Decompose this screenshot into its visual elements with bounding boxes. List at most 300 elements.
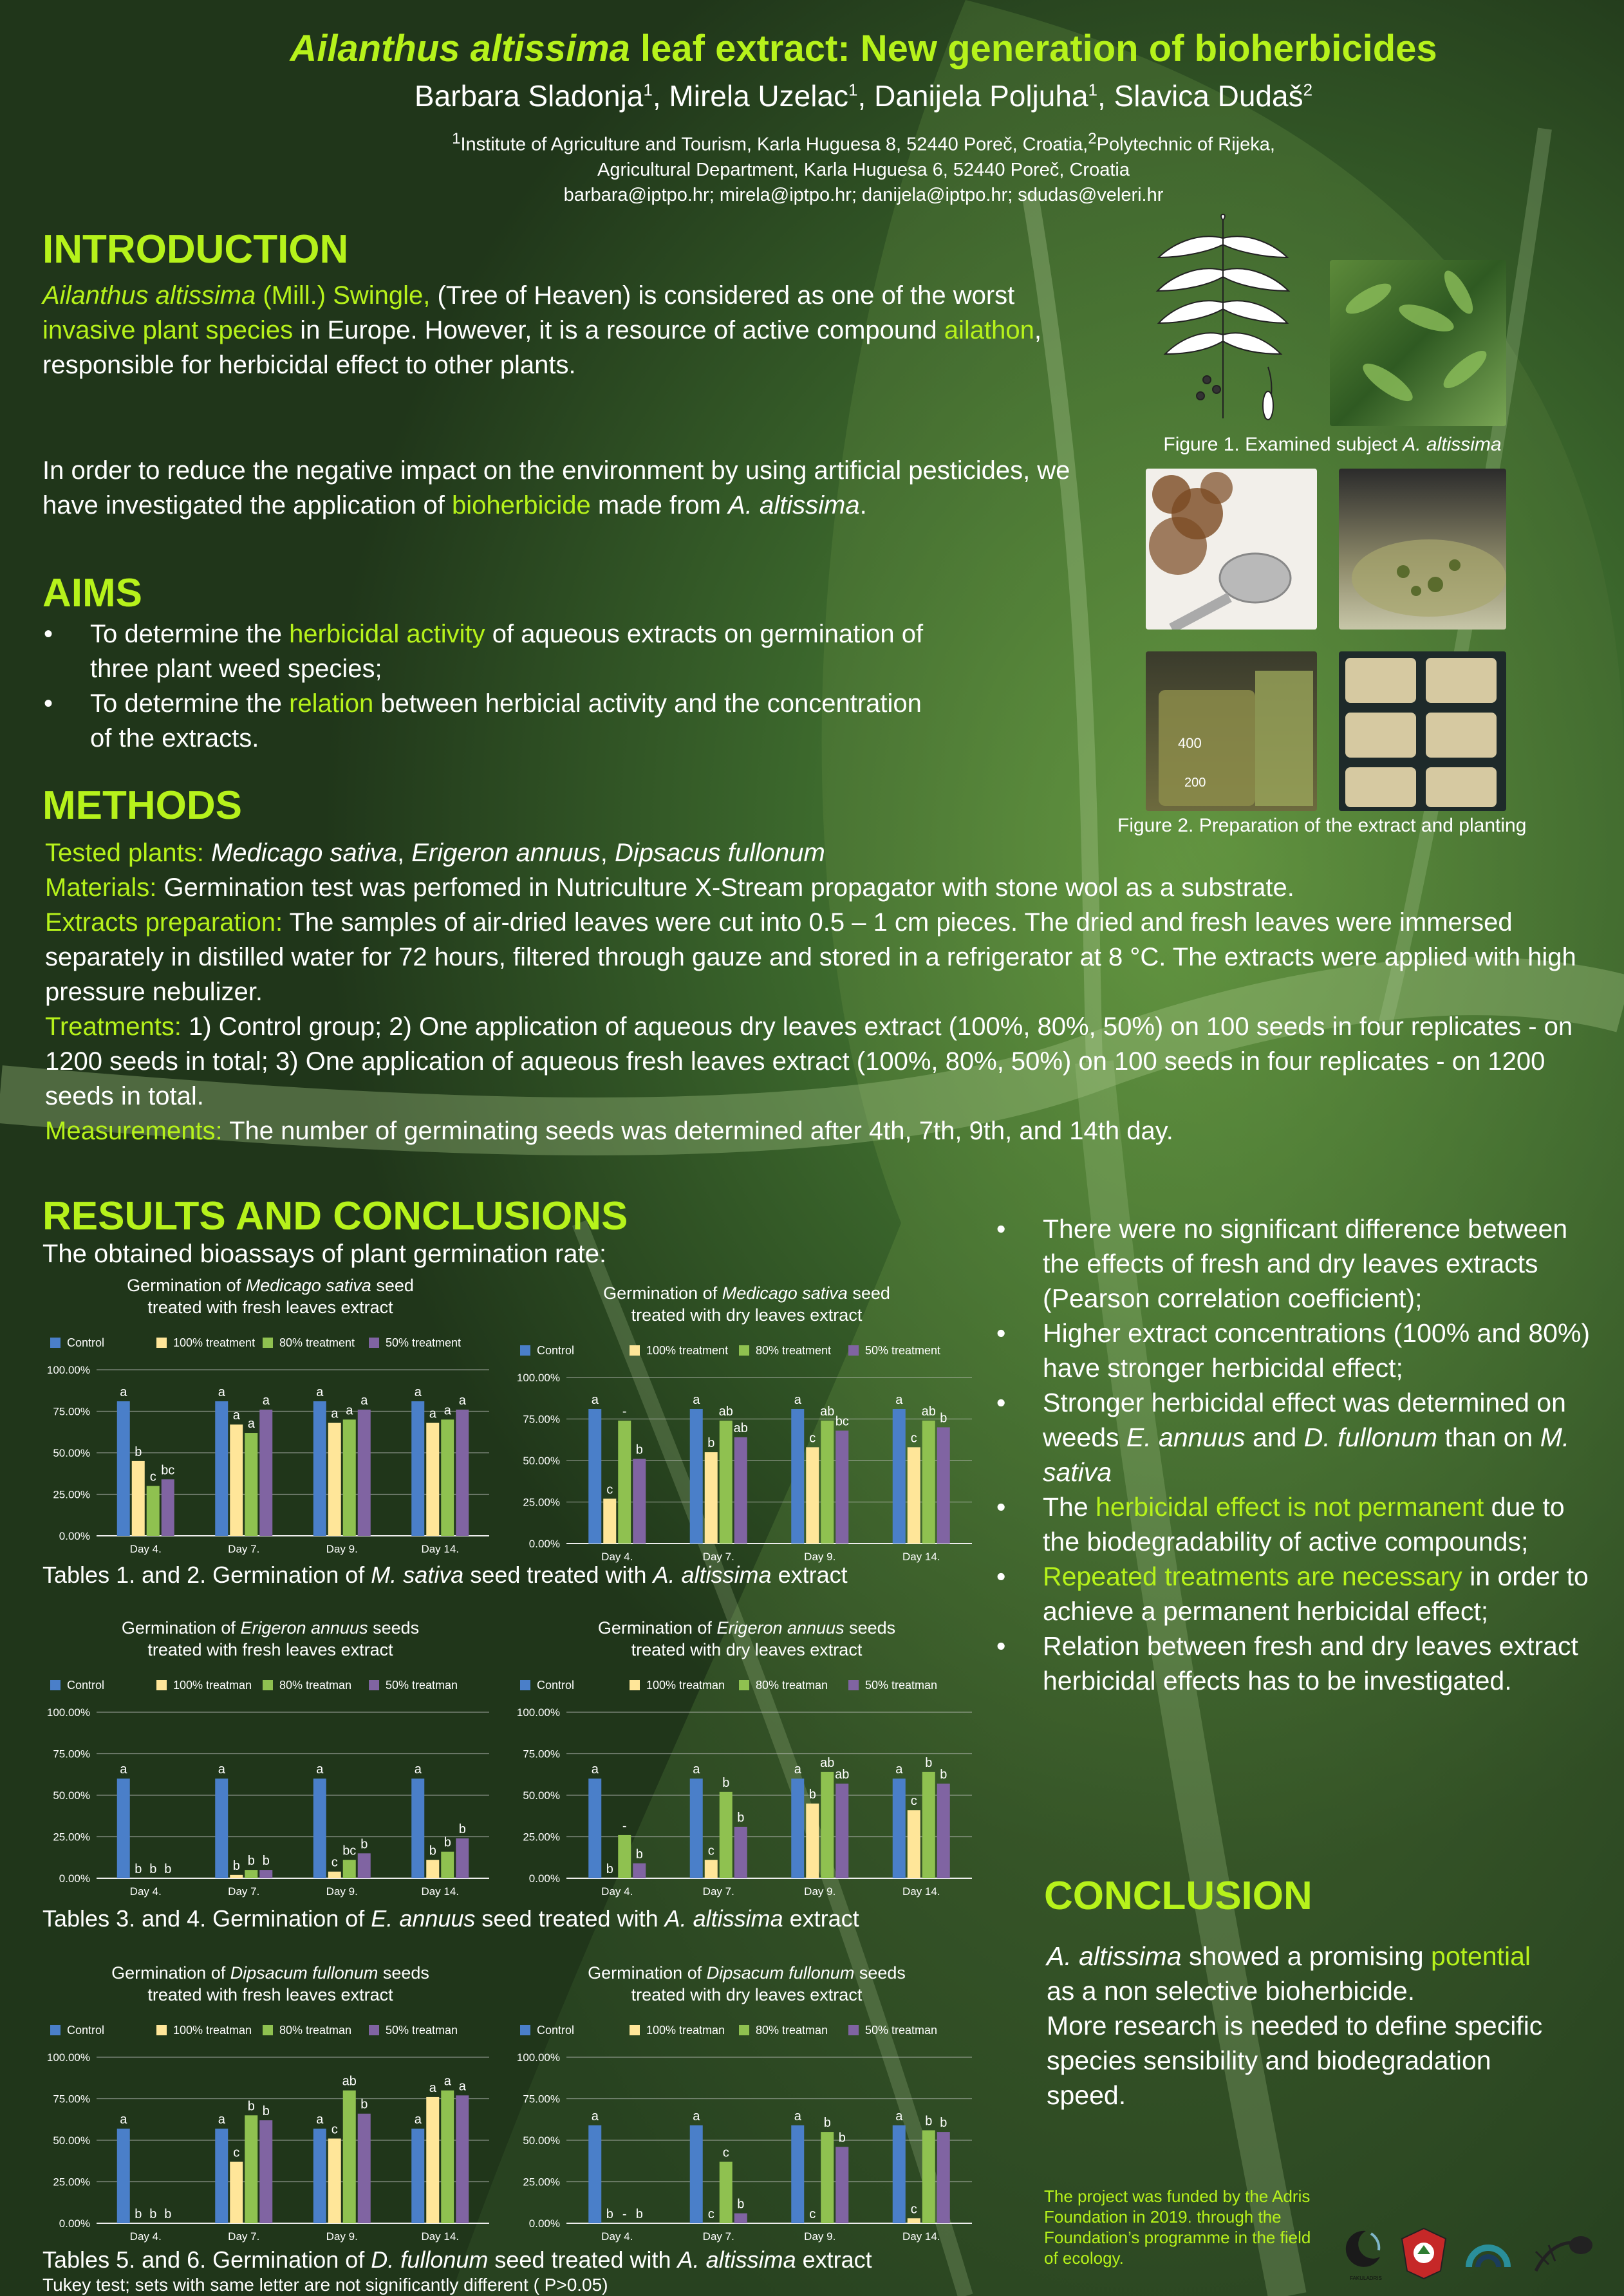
bar xyxy=(806,1804,819,1878)
legend-label: 50% treatment xyxy=(386,1336,462,1349)
aims-list xyxy=(42,617,944,756)
author: Slavica Dudaš xyxy=(1114,79,1303,113)
y-tick-label: 25.00% xyxy=(53,2176,90,2189)
tukey-note: Tukey test; sets with same letter are not significantly different ( P>0.05) xyxy=(42,2275,608,2295)
bar xyxy=(720,1421,733,1544)
y-tick-label: 25.00% xyxy=(523,2176,560,2189)
y-tick-label: 25.00% xyxy=(523,1496,560,1509)
y-tick-label: 100.00% xyxy=(516,1372,560,1384)
bar xyxy=(313,1778,326,1878)
significance-letter: b xyxy=(722,1775,730,1790)
bar xyxy=(426,2097,439,2223)
significance-letter: a xyxy=(120,2112,127,2127)
significance-letter: b xyxy=(443,1835,451,1850)
bar xyxy=(821,1772,834,1878)
legend-label: Control xyxy=(537,2024,575,2037)
significance-letter: a xyxy=(895,2109,903,2123)
y-tick-label: 50.00% xyxy=(53,2134,90,2147)
bar xyxy=(328,1872,341,1878)
y-tick-label: 100.00% xyxy=(516,2051,560,2064)
bar xyxy=(132,1461,145,1536)
y-tick-label: 50.00% xyxy=(523,2134,560,2147)
author: Barbara Sladonja xyxy=(414,79,644,113)
chart-dipsacum-fresh xyxy=(39,1961,502,2244)
significance-letter: b xyxy=(149,1862,157,1876)
chart-title: Germination of Medicago sativa seed xyxy=(127,1276,414,1295)
legend-swatch xyxy=(263,1680,273,1690)
results-heading: RESULTS AND CONCLUSIONS xyxy=(42,1194,628,1238)
legend-swatch xyxy=(520,1345,530,1356)
legend-label: 80% treatman xyxy=(756,2024,828,2037)
x-tick-label: Day 9. xyxy=(804,1885,836,1898)
y-tick-label: 50.00% xyxy=(53,1447,90,1459)
bar xyxy=(633,1459,646,1544)
significance-letter: a xyxy=(458,1393,466,1408)
x-tick-label: Day 7. xyxy=(228,2230,260,2243)
author: Danijela Poljuha xyxy=(874,79,1088,113)
significance-letter: c xyxy=(331,2122,338,2137)
bar xyxy=(922,2131,935,2223)
significance-letter: c xyxy=(233,2145,240,2160)
bar xyxy=(343,1860,356,1878)
significance-letter: c xyxy=(606,1482,613,1497)
bar xyxy=(791,2125,804,2223)
chart-subtitle: treated with fresh leaves extract xyxy=(147,1640,393,1659)
significance-letter: ab xyxy=(820,1405,835,1419)
bar xyxy=(705,1860,718,1878)
x-tick-label: Day 4. xyxy=(129,1885,162,1898)
list-item: • Relation between fresh and dry leaves extract herbicidal effects has to be investigated. xyxy=(995,1629,1594,1698)
extract-bowl-photo xyxy=(1339,469,1506,630)
x-tick-label: Day 7. xyxy=(702,2230,734,2243)
bar xyxy=(588,2125,601,2223)
bar xyxy=(245,2115,257,2223)
chart-dipsacum-dry xyxy=(509,1961,985,2244)
legend-swatch xyxy=(848,1345,859,1356)
significance-letter: c xyxy=(809,1431,816,1446)
legend-swatch xyxy=(630,1345,640,1356)
bar xyxy=(215,1778,228,1878)
significance-letter: a xyxy=(414,1762,422,1777)
bar xyxy=(734,1827,747,1878)
legend-swatch xyxy=(739,1345,749,1356)
significance-letter: a xyxy=(316,2112,324,2127)
y-tick-label: 0.00% xyxy=(528,1538,560,1550)
leaf-illustration xyxy=(1146,212,1300,425)
x-tick-label: Day 7. xyxy=(228,1885,260,1898)
significance-letter: a xyxy=(591,1762,599,1777)
significance-letter: ab xyxy=(820,1755,835,1770)
significance-letter: b xyxy=(149,2207,157,2221)
significance-letter: c xyxy=(149,1470,156,1484)
legend-swatch xyxy=(369,2025,379,2035)
bar xyxy=(456,1410,469,1536)
significance-letter: a xyxy=(218,1762,225,1777)
y-tick-label: 100.00% xyxy=(46,1364,90,1376)
significance-letter: b xyxy=(925,1755,933,1770)
significance-letter: c xyxy=(707,1843,714,1858)
bar xyxy=(343,1419,356,1536)
significance-letter: - xyxy=(622,1818,627,1833)
chart-erigeron-fresh xyxy=(39,1616,502,1899)
chart-erigeron-dry xyxy=(509,1616,985,1899)
legend-label: Control xyxy=(537,1344,575,1357)
bar xyxy=(426,1423,439,1536)
y-tick-label: 75.00% xyxy=(53,2093,90,2105)
bar xyxy=(328,2138,341,2223)
chart-caption-1: Tables 1. and 2. Germination of M. sativa seed treated with A. altissima extract xyxy=(42,1562,848,1588)
legend-swatch xyxy=(263,1338,273,1348)
significance-letter: ab xyxy=(718,1405,733,1419)
bar xyxy=(358,1410,371,1536)
contact-emails: barbara@iptpo.hr; mirela@iptpo.hr; danijela@iptpo.hr; sdudas@veleri.hr xyxy=(563,184,1164,205)
bar xyxy=(690,1778,703,1878)
legend-label: 100% treatment xyxy=(173,1336,256,1349)
significance-letter: a xyxy=(316,1385,324,1400)
significance-letter: a xyxy=(232,1408,240,1423)
significance-letter: b xyxy=(940,1767,947,1782)
significance-letter: bc xyxy=(342,1843,357,1858)
bar xyxy=(230,2162,243,2223)
bar xyxy=(456,2095,469,2223)
legend-swatch xyxy=(630,2025,640,2035)
significance-letter: a xyxy=(458,2079,466,2094)
bar xyxy=(358,1853,371,1878)
bar xyxy=(893,1778,906,1878)
x-tick-label: Day 4. xyxy=(601,1885,633,1898)
bar xyxy=(259,1410,272,1536)
adris-foundation-logo xyxy=(1340,2225,1392,2282)
y-tick-label: 25.00% xyxy=(53,1831,90,1843)
bar xyxy=(328,1423,341,1536)
legend-swatch xyxy=(263,2025,273,2035)
legend-label: 50% treatman xyxy=(386,1679,458,1692)
y-tick-label: 50.00% xyxy=(53,1789,90,1802)
legend-swatch xyxy=(848,1680,859,1690)
significance-letter: a xyxy=(591,1393,599,1408)
intro-heading: INTRODUCTION xyxy=(42,227,349,272)
bar xyxy=(411,2129,424,2223)
significance-letter: b xyxy=(737,2197,745,2212)
legend-swatch xyxy=(520,2025,530,2035)
bar xyxy=(259,2120,272,2223)
significance-letter: a xyxy=(316,1762,324,1777)
significance-letter: b xyxy=(429,1843,436,1858)
significance-letter: a xyxy=(443,1403,451,1418)
bar xyxy=(791,1778,804,1878)
partner-logo xyxy=(1529,2226,1600,2281)
legend-swatch xyxy=(50,1338,61,1348)
bar xyxy=(603,1498,616,1544)
bar xyxy=(313,1401,326,1536)
results-subheading: The obtained bioassays of plant germination rate: xyxy=(42,1240,607,1268)
x-tick-label: Day 14. xyxy=(421,1543,460,1555)
legend-label: Control xyxy=(67,1336,105,1349)
legend-label: 80% treatment xyxy=(756,1344,832,1357)
significance-letter: c xyxy=(910,2202,917,2217)
svg-text:200: 200 xyxy=(1184,776,1206,790)
significance-letter: a xyxy=(218,2112,225,2127)
legend-swatch xyxy=(156,1338,167,1348)
ailanthus-foliage-photo xyxy=(1330,260,1506,426)
x-tick-label: Day 7. xyxy=(702,1885,734,1898)
legend-label: 50% treatman xyxy=(386,2024,458,2037)
significance-letter: b xyxy=(135,2207,142,2221)
bar xyxy=(937,1427,950,1544)
methods-text: Tested plants: Medicago sativa, Erigeron annuus, Dipsacus fullonum Materials: Germination test was perfomed in Nutriculture X-Stream propagator with stone wool as a substrate. Extracts preparation: The samples of air-dried leaves were cut into 0.5 – 1 cm pieces. The dried and fresh leaves were immersed separately in distilled water for 72 hours, filtered through gauze and stored in a refrigerator at 8 °C. The extracts were applied with high pressure nebulizer. Treatments: 1) Control group; 2) One application of aqueous dry leaves extract (100%, 80%, 50%) on 100 seeds in four replicates - on 1200 seeds in total; 3) One application of aqueous fresh leaves extract (100%, 80%, 50%) on 100 seeds in four replicates - on 1200 seeds in total. Measurements: The number of germinating seeds was determined after 4th, 7th, 9th, and 14th day. xyxy=(45,839,1576,1145)
affiliations: $^1$Institute of Agriculture and Tourism, Karla Huguesa 8, 52440 Poreč, Croatia,$^2$Polytechnic of Rijeka, Agricultural Department, Karla Huguesa 6, 52440 Poreč, Croatia barbara@iptpo.hr; mirela@iptpo.hr; danijela@iptpo.hr; sdudas@veleri.hr xyxy=(0,126,1624,208)
x-tick-label: Day 4. xyxy=(129,2230,162,2243)
y-tick-label: 100.00% xyxy=(46,1706,90,1719)
chart-subtitle: treated with fresh leaves extract xyxy=(147,1985,393,2004)
bar xyxy=(618,1421,631,1544)
significance-letter: b xyxy=(940,2116,947,2131)
bar xyxy=(426,1860,439,1878)
svg-text:FAKULADRIS: FAKULADRIS xyxy=(1350,2275,1382,2281)
significance-letter: a xyxy=(120,1762,127,1777)
significance-letter: b xyxy=(164,1862,172,1876)
conclusion-heading: CONCLUSION xyxy=(1044,1874,1312,1918)
figure-2-caption: Figure 2. Preparation of the extract and planting xyxy=(1117,815,1527,836)
significance-letter: b xyxy=(838,2131,846,2145)
x-tick-label: Day 4. xyxy=(601,1551,633,1563)
significance-letter: b xyxy=(247,1854,255,1869)
institute-logo xyxy=(1398,2226,1450,2281)
bar xyxy=(821,2132,834,2223)
bar xyxy=(456,1838,469,1878)
legend-swatch xyxy=(630,1680,640,1690)
significance-letter: bc xyxy=(161,1463,175,1478)
bar xyxy=(117,1401,130,1536)
significance-letter: b xyxy=(232,1858,240,1873)
y-tick-label: 25.00% xyxy=(523,1831,560,1843)
germination-trays-photo xyxy=(1339,651,1506,811)
chart-title: Germination of Medicago sativa seed xyxy=(603,1283,890,1303)
bar xyxy=(690,1409,703,1544)
bar xyxy=(937,1784,950,1878)
bar xyxy=(720,2162,733,2223)
significance-letter: a xyxy=(591,2109,599,2123)
x-tick-label: Day 9. xyxy=(326,1885,358,1898)
dried-leaves-spoon-photo xyxy=(1146,469,1317,630)
x-tick-label: Day 14. xyxy=(902,2230,940,2243)
findings-list xyxy=(995,1211,1594,1698)
chart-title: Germination of Dipsacum fullonum seeds xyxy=(111,1963,429,1983)
significance-letter: b xyxy=(135,1444,142,1459)
bar xyxy=(215,1401,228,1536)
conclusion-text: A. altissima showed a promising potential as a non selective bioherbicide. More research is needed to define specific species sensibility and biodegradation speed. xyxy=(1047,1941,1543,2110)
legend-swatch xyxy=(369,1680,379,1690)
legend-label: Control xyxy=(67,1679,105,1692)
significance-letter: a xyxy=(414,2112,422,2127)
bar xyxy=(705,1452,718,1544)
significance-letter: b xyxy=(164,2207,172,2221)
bar xyxy=(893,1409,906,1544)
bar xyxy=(313,2129,326,2223)
significance-letter: ab xyxy=(733,1421,748,1435)
chart-title: Germination of Erigeron annuus seeds xyxy=(121,1618,420,1638)
bar xyxy=(588,1409,601,1544)
y-tick-label: 75.00% xyxy=(523,1413,560,1426)
chart-medicago-fresh xyxy=(39,1273,502,1569)
bar xyxy=(893,2125,906,2223)
significance-letter: b xyxy=(635,1442,643,1457)
significance-letter: a xyxy=(794,1393,801,1408)
significance-letter: a xyxy=(262,1393,270,1408)
significance-letter: b xyxy=(360,1837,368,1852)
x-tick-label: Day 14. xyxy=(902,1885,940,1898)
chart-subtitle: treated with fresh leaves extract xyxy=(147,1298,393,1317)
significance-letter: b xyxy=(247,2099,255,2114)
bar xyxy=(835,1784,848,1878)
y-tick-label: 100.00% xyxy=(46,2051,90,2064)
y-tick-label: 75.00% xyxy=(53,1405,90,1418)
significance-letter: b xyxy=(458,1822,466,1837)
intro-paragraph-2: In order to reduce the negative impact on the environment by using artificial pesticides, we have investigated the application of bioherbicide made from A. altissima. xyxy=(42,456,1070,519)
funding-note: The project was funded by the Adris Foundation in 2019. through the Foundation’s programme in the field of ecology. xyxy=(1044,2187,1311,2268)
significance-letter: b xyxy=(262,1854,270,1869)
legend-label: Control xyxy=(67,2024,105,2037)
bar xyxy=(720,1792,733,1878)
significance-letter: a xyxy=(218,1385,225,1400)
chart-title: Germination of Erigeron annuus seeds xyxy=(597,1618,896,1638)
significance-letter: a xyxy=(120,1385,127,1400)
legend-label: 50% treatman xyxy=(865,2024,938,2037)
significance-letter: b xyxy=(635,2207,643,2221)
significance-letter: c xyxy=(707,2207,714,2221)
bar xyxy=(245,1433,257,1536)
legend-label: 100% treatman xyxy=(173,2024,252,2037)
significance-letter: a xyxy=(331,1406,339,1421)
legend-label: 80% treatman xyxy=(279,1679,352,1692)
y-tick-label: 50.00% xyxy=(523,1455,560,1467)
legend-label: 50% treatment xyxy=(865,1344,941,1357)
y-tick-label: 0.00% xyxy=(59,1530,90,1542)
significance-letter: b xyxy=(262,2104,270,2119)
x-tick-label: Day 7. xyxy=(228,1543,260,1555)
list-item: • There were no significant difference between the effects of fresh and dry leaves extracts (Pearson correlation coefficient); xyxy=(995,1211,1594,1316)
y-tick-label: 75.00% xyxy=(53,1748,90,1760)
y-tick-label: 0.00% xyxy=(528,1872,560,1885)
legend-swatch xyxy=(369,1338,379,1348)
bar xyxy=(908,2218,920,2223)
significance-letter: b xyxy=(606,2207,613,2221)
y-tick-label: 0.00% xyxy=(59,1872,90,1885)
bar xyxy=(633,1863,646,1878)
list-item: • The herbicidal effect is not permanent due to the biodegradability of active compounds; xyxy=(995,1489,1594,1559)
legend-label: 80% treatman xyxy=(279,2024,352,2037)
bar xyxy=(441,1419,454,1536)
significance-letter: a xyxy=(895,1393,903,1408)
significance-letter: a xyxy=(794,1762,801,1777)
poster-title: Ailanthus altissima leaf extract: New generation of bioherbicides xyxy=(290,28,1437,70)
chart-caption-2: Tables 3. and 4. Germination of E. annuus seed treated with A. altissima extract xyxy=(42,1905,859,1932)
bar xyxy=(117,2129,130,2223)
y-tick-label: 50.00% xyxy=(523,1789,560,1802)
legend-label: Control xyxy=(537,1679,575,1692)
chart-medicago-dry xyxy=(509,1281,985,1571)
bar xyxy=(117,1778,130,1878)
author-list: Barbara Sladonja$^1$, Mirela Uzelac$^1$, Danijela Poljuha$^1$, Slavica Dudaš$^2$ xyxy=(414,79,1313,113)
y-tick-label: 0.00% xyxy=(528,2217,560,2230)
significance-letter: b xyxy=(823,2116,831,2131)
legend-swatch xyxy=(156,1680,167,1690)
bar xyxy=(343,2091,356,2223)
chart-subtitle: treated with dry leaves extract xyxy=(631,1640,863,1659)
legend-label: 100% treatman xyxy=(173,1679,252,1692)
bar xyxy=(245,1870,257,1878)
significance-letter: a xyxy=(346,1403,353,1418)
bar xyxy=(922,1772,935,1878)
significance-letter: a xyxy=(360,1393,368,1408)
significance-letter: - xyxy=(622,1405,627,1419)
methods-heading: METHODS xyxy=(42,783,242,828)
legend-label: 80% treatment xyxy=(279,1336,355,1349)
bar xyxy=(908,1810,920,1878)
bar xyxy=(835,1431,848,1544)
significance-letter: ab xyxy=(835,1767,850,1782)
bar xyxy=(259,1870,272,1878)
list-item: • Stronger herbicidal effect was determined on weeds E. annuus and D. fullonum than on M. sativa xyxy=(995,1385,1594,1489)
bar xyxy=(441,1852,454,1878)
beaker-extract-photo xyxy=(1146,651,1317,811)
significance-letter: c xyxy=(722,2145,729,2160)
bar xyxy=(358,2114,371,2223)
chart-caption-3: Tables 5. and 6. Germination of D. fullonum seed treated with A. altissima extract xyxy=(42,2246,872,2273)
significance-letter: b xyxy=(135,1862,142,1876)
bar xyxy=(922,1421,935,1544)
x-tick-label: Day 14. xyxy=(902,1551,940,1563)
legend-label: 100% treatman xyxy=(646,1679,725,1692)
x-tick-label: Day 9. xyxy=(804,2230,836,2243)
significance-letter: a xyxy=(443,2074,451,2089)
chart-subtitle: treated with dry leaves extract xyxy=(631,1985,863,2004)
significance-letter: b xyxy=(707,1436,715,1451)
significance-letter: b xyxy=(925,2114,933,2129)
chart-subtitle: treated with dry leaves extract xyxy=(631,1305,863,1325)
significance-letter: b xyxy=(360,2097,368,2112)
bar xyxy=(411,1778,424,1878)
significance-letter: b xyxy=(940,1411,947,1426)
bar xyxy=(618,1835,631,1878)
bar xyxy=(230,1424,243,1536)
significance-letter: b xyxy=(606,1862,613,1876)
significance-letter: b xyxy=(635,1847,643,1862)
x-tick-label: Day 9. xyxy=(326,1543,358,1555)
figure-1-caption: Figure 1. Examined subject A. altissima xyxy=(1163,434,1502,455)
legend-swatch xyxy=(520,1680,530,1690)
x-tick-label: Day 9. xyxy=(804,1551,836,1563)
bar xyxy=(937,2132,950,2223)
legend-swatch xyxy=(50,2025,61,2035)
significance-letter: c xyxy=(910,1794,917,1809)
significance-letter: a xyxy=(247,1417,255,1432)
significance-letter: a xyxy=(414,1385,422,1400)
bar xyxy=(411,1401,424,1536)
bar xyxy=(791,1409,804,1544)
x-tick-label: Day 14. xyxy=(421,1885,460,1898)
bar xyxy=(230,1875,243,1878)
author: Mirela Uzelac xyxy=(669,79,849,113)
x-tick-label: Day 14. xyxy=(421,2230,460,2243)
legend-swatch xyxy=(156,2025,167,2035)
svg-text:400: 400 xyxy=(1178,735,1202,751)
bar xyxy=(821,1421,834,1544)
list-item: • Repeated treatments are necessary in order to achieve a permanent herbicidal effect; xyxy=(995,1559,1594,1629)
bar xyxy=(588,1778,601,1878)
bar xyxy=(147,1486,160,1536)
legend-label: 100% treatman xyxy=(646,2024,725,2037)
